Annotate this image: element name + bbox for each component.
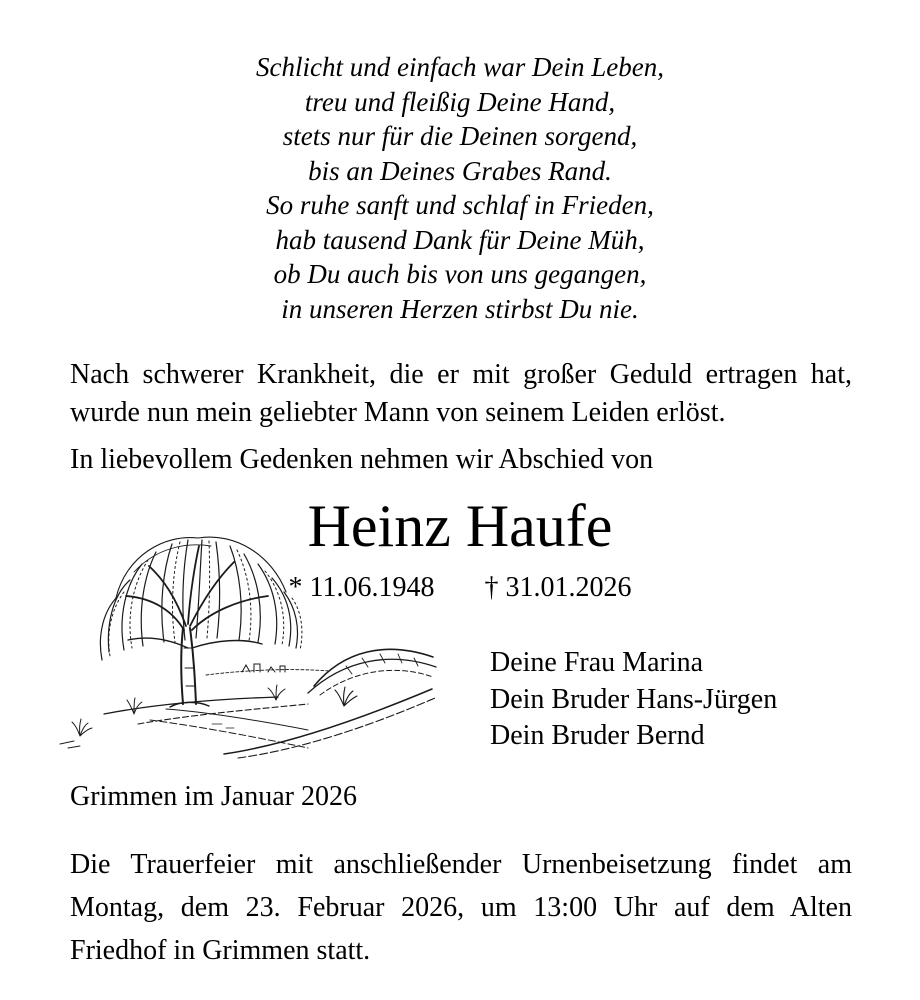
death-date: † 31.01.2026	[484, 572, 632, 603]
willow-tree-illustration	[46, 498, 442, 766]
announcement-paragraph: Nach schwerer Krankheit, die er mit großer Geduld ertragen hat, wurde nun mein geliebter Mann von seinem Leiden erlöst.	[70, 359, 852, 428]
poem-line: ob Du auch bis von uns gegangen,	[273, 259, 647, 289]
poem-line: treu und fleißig Deine Hand,	[304, 86, 616, 117]
mourner-line: Deine Frau Marina	[490, 647, 704, 678]
poem-line: bis an Deines Grabes Rand.	[308, 155, 612, 186]
mourner-line: Dein Bruder Hans-Jürgen	[490, 683, 778, 715]
poem-line: stets nur für die Deinen sorgend,	[282, 121, 638, 151]
farewell-line: In liebevollem Gedenken nehmen wir Abschied von	[70, 444, 654, 475]
mourner-line: Dein Bruder Bernd	[490, 720, 705, 751]
funeral-details: Die Trauerfeier mit anschließender Urnenbeisetzung findet am Montag, dem 23. Februar 2026, um 13:00 Uhr auf dem Alten Friedhof in Grimmen statt.	[70, 849, 852, 966]
poem-line: Schlicht und einfach war Dein Leben,	[256, 52, 664, 82]
memorial-poem	[0, 50, 920, 326]
mourners-list	[490, 645, 777, 755]
deceased-name: Heinz Haufe	[307, 493, 613, 559]
place-date-line: Grimmen im Januar 2026	[70, 781, 357, 812]
birth-date: * 11.06.1948	[288, 572, 435, 603]
poem-line: hab tausend Dank für Deine Müh,	[275, 224, 645, 255]
poem-line: in unseren Herzen stirbst Du nie.	[281, 293, 639, 324]
poem-line: So ruhe sanft und schlaf in Frieden,	[266, 190, 654, 220]
